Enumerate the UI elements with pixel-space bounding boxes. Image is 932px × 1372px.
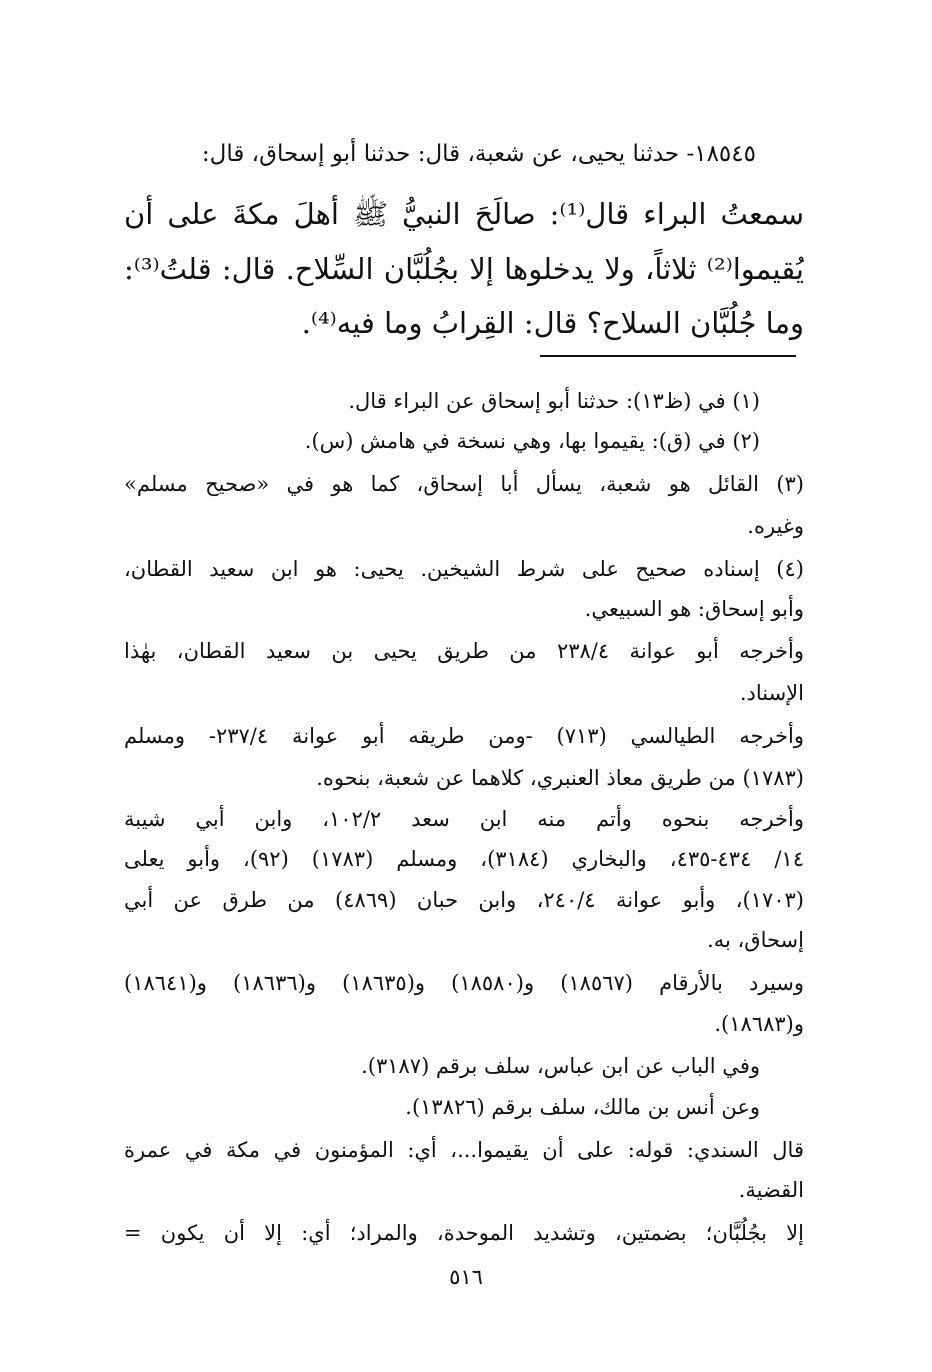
footnote-4-paragraph-3-end: (١٧٨٣) من طريق معاذ العنبري، كلاهما عن شعبة، بنحوه. xyxy=(316,766,804,790)
footnote-3: (٣) القائل هو شعبة، يسأل أبا إسحاق، كما هو في «صحيح مسلم» xyxy=(124,472,804,496)
footnote-4: (٤) إسناده صحيح على شرط الشيخين. يحيى: هو ابن سعيد القطان، xyxy=(124,557,804,581)
footnote-4-paragraph-7: وعن أنس بن مالك، سلف برقم (١٣٨٢٦). xyxy=(405,1095,760,1119)
footnote-4-paragraph-8: قال السندي: قوله: على أن يقيموا...، أي: المؤمنون في مكة في عمرة xyxy=(124,1138,804,1162)
footnote-4-paragraph-2: وأخرجه أبو عوانة ٢٣٨/٤ من طريق يحيى بن سعيد القطان، بهٰذا xyxy=(124,639,804,663)
footnote-4-paragraph-4-line-3: (١٧٠٣)، وأبو عوانة ٢٤٠/٤، وابن حبان (٤٨٦٩) من طرق عن أبي xyxy=(124,888,804,912)
footnote-1: (١) في (ظ١٣): حدثنا أبو إسحاق عن البراء قال. xyxy=(348,389,760,413)
footnote-separator xyxy=(540,355,796,357)
footnote-4-paragraph-9: إلا بجُلُبَّان؛ بضمتين، وتشديد الموحدة، والمراد؛ أي: إلا أن يكون = xyxy=(124,1221,804,1245)
footnote-4-paragraph-5: وسيرد بالأرقام (١٨٥٦٧) و(١٨٥٨٠) و(١٨٦٣٥) و(١٨٦٣٦) و(١٨٦٤١) xyxy=(124,971,804,995)
footnote-4-paragraph-6: وفي الباب عن ابن عباس، سلف برقم (٣١٨٧). xyxy=(361,1054,760,1078)
hadith-heading: ١٨٥٤٥- حدثنا يحيى، عن شعبة، قال: حدثنا أبو إسحاق، قال: xyxy=(201,141,756,167)
hadith-text-line-3: وما جُلُبَّان السلاح؟ قال: القِرابُ وما فيه⁽⁴⁾. xyxy=(301,306,804,340)
footnote-4-paragraph-2-end: الإسناد. xyxy=(739,681,804,705)
footnote-3-continuation: وغيره. xyxy=(747,514,804,538)
footnote-4-paragraph-8-end: القضية. xyxy=(738,1178,804,1202)
footnote-4-paragraph-4-line-2: ١٤/ ٤٣٤-٤٣٥، والبخاري (٣١٨٤)، ومسلم (١٧٨٣) (٩٢)، وأبو يعلى xyxy=(124,847,804,871)
footnote-4-paragraph-4-end: إسحاق، به. xyxy=(707,928,804,952)
page-number: ٥١٦ xyxy=(449,1265,483,1289)
hadith-text-line-2: يُقيموا⁽²⁾ ثلاثاً، ولا يدخلوها إلا بجُلُبَّان السِّلاح. قال: قلتُ⁽³⁾: xyxy=(124,252,804,286)
footnote-4-paragraph-3: وأخرجه الطيالسي (٧١٣) -ومن طريقه أبو عوانة ٢٣٧/٤- ومسلم xyxy=(124,724,804,748)
hadith-text-line-1: سمعتُ البراء قال⁽¹⁾: صالَحَ النبيُّ ﷺ أهلَ مكةَ على أن xyxy=(124,197,804,231)
footnote-4-paragraph-4: وأخرجه بنحوه وأتم منه ابن سعد ١٠٢/٢، وابن أبي شيبة xyxy=(124,807,804,831)
footnote-4-paragraph-5-end: و(١٨٦٨٣). xyxy=(714,1012,804,1036)
footnote-2: (٢) في (ق): يقيموا بها، وهي نسخة في هامش (س). xyxy=(304,429,760,453)
footnote-4-continuation: وأبو إسحاق: هو السبيعي. xyxy=(584,597,804,621)
